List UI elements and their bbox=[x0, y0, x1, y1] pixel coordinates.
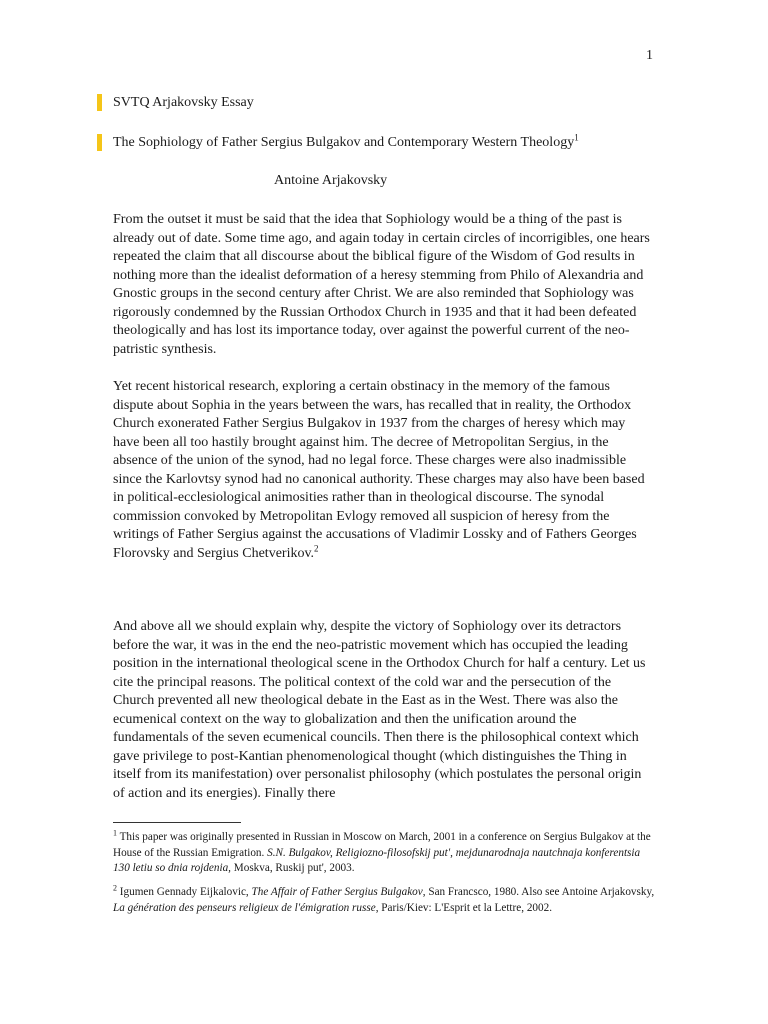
author-name: Antoine Arjakovsky bbox=[274, 173, 388, 188]
footnote-separator bbox=[113, 822, 241, 823]
paragraph-3: And above all we should explain why, despite the victory of Sophiology over its detractors before the war, it was in the end the neo-patristic movement which has occupied the leading position in the international theological scene in the Orthodox Church for half a century. Let us cite the principal reasons. The political context of the cold war and the persecution of the Church prevented all new theological debate in the East as in the West. There was also the ecumenical context on the way to globalization and then the unification around the fundamentals of the seven ecumenical councils. Then there is the philosophical context which gave privilege to post-Kantian phenomenological thought (which distinguishes the Thing in itself from its manifestation) over personalist philosophy (which postulates the personal origin of action and its energies). Finally there bbox=[113, 619, 646, 801]
footnote-2 bbox=[113, 885, 657, 916]
footnote-1-italic: S.N. Bulgakov, Religiozno-filosofskij put', mejdunarodnaja nautchnaja konferentsia 130 letiu so dnia rojdenia, bbox=[113, 846, 641, 874]
footnote-2-italic-b: La génération des penseurs religieux de l'émigration russe bbox=[113, 901, 376, 914]
footnote-2-text-b: , San Francsco, 1980. Also see Antoine Arjakovsky, bbox=[422, 886, 655, 898]
header-label: SVTQ Arjakovsky Essay bbox=[113, 95, 254, 110]
footnote-1-text-b: Moskva, Ruskij put', 2003. bbox=[230, 862, 355, 874]
paragraph-1: From the outset it must be said that the idea that Sophiology would be a thing of the past is already out of date. Some time ago, and again today in certain circles of incorrigibles, one hears repeated the claim that all discourse about the biblical figure of the Wisdom of God results in nothing more than the idealist deformation of a heresy stemming from Philo of Alexandria and Gnostic groups in the second century after Christ. We are also reminded that Sophiology was rigorously condemned by the Russian Orthodox Church in 1935 and that it had been defeated theologically and has lost its importance today, over against the powerful current of the neo-patristic synthesis. bbox=[113, 212, 650, 357]
page-number: 1 bbox=[646, 48, 653, 63]
footnote-marker: 1 bbox=[113, 828, 117, 838]
footnote-2-italic-a: The Affair of Father Sergius Bulgakov bbox=[251, 886, 423, 898]
footnote-1 bbox=[113, 830, 657, 877]
revision-marker bbox=[97, 134, 102, 151]
footnote-1-text-a: This paper was originally presented in Russian in Moscow on March, 2001 in a conference on Sergius Bulgakov at the House of the Russian Emigration. bbox=[113, 831, 651, 859]
essay-title bbox=[113, 132, 579, 151]
footnote-2-text-a: Igumen Gennady Eijkalovic, bbox=[117, 886, 252, 898]
essay-title-text: The Sophiology of Father Sergius Bulgakov and Contemporary Western Theology bbox=[113, 135, 575, 150]
footnote-ref[interactable]: 2 bbox=[314, 542, 319, 553]
footnote-2-text-c: , Paris/Kiev: L'Esprit et la Lettre, 2002. bbox=[375, 901, 552, 914]
footnote-ref[interactable]: 1 bbox=[574, 132, 579, 143]
revision-marker bbox=[97, 94, 102, 111]
paragraph-2 bbox=[113, 378, 653, 563]
paragraph-2-text: Yet recent historical research, exploring a certain obstinacy in the memory of the famous dispute about Sophia in the years between the wars, has recalled that in reality, the Orthodox Church exonerated Father Sergius Bulgakov in 1937 from the charges of heresy which may have been all too hastily brought against him. The decree of Metropolitan Sergius, in the absence of the union of the synod, had no legal force. These charges were also inadmissible since the Karlovtsy synod had no canonical authority. These charges may also have been based in political-ecclesiological animosities rather than in theological discourse. The synodal commission convoked by Metropolitan Evlogy removed all suspicion of heresy from the writings of Father Sergius against the accusations of Vladimir Lossky and of Fathers Georges Florovsky and Sergius Chetverikov. bbox=[113, 379, 645, 561]
footnote-marker: 2 bbox=[113, 883, 117, 893]
